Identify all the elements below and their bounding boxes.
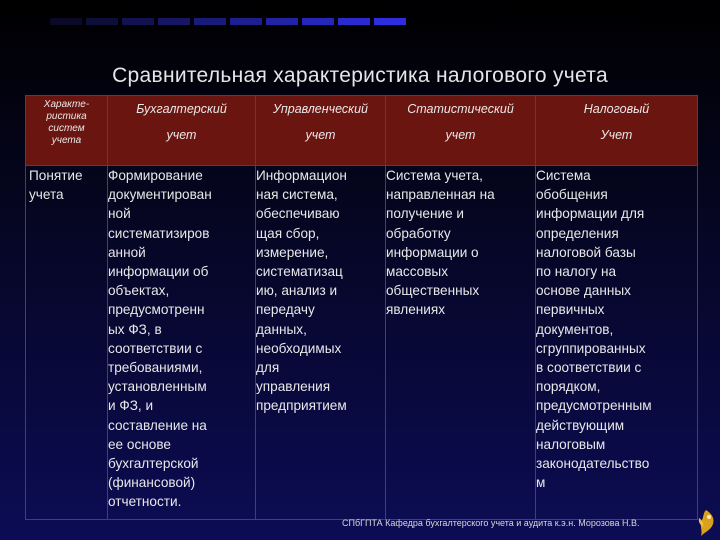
text-line: систематизац [256,264,343,280]
text-line: основе данных [536,283,631,299]
text-line: анной [108,244,146,260]
cell-accounting-concept [108,166,256,520]
text-line: Управленческий [273,102,368,116]
text-line: и ФЗ, и [108,398,154,414]
text-line: действующим [536,417,625,433]
text-line: обеспечиваю [256,206,340,222]
text-line: Бухгалтерский [136,102,227,116]
text-line: документов, [536,321,614,337]
header-tax [536,96,698,166]
bar-segment [338,18,370,25]
text-line: документирован [108,187,212,203]
text-line: информации для [536,206,645,222]
text-line: Понятие [29,168,83,183]
text-line: обобщения [536,187,608,203]
header-accounting [108,96,256,166]
text-line: систем [48,123,85,134]
text-line: Учет [600,128,633,142]
text-line: Система учета, [386,168,483,183]
text-line: учета [51,135,82,146]
text-line: Налоговый [583,102,650,116]
text-line: требованиями, [108,360,203,376]
text-line: ых ФЗ, в [108,321,162,337]
table-row [26,166,698,520]
bar-segment [374,18,406,25]
text-line: явлениях [386,302,446,318]
text-line: налоговым [536,436,606,452]
header-management [256,96,386,166]
text-line: информации об [108,264,209,280]
cell-statistical-concept [386,166,536,520]
text-line: соответствии с [108,340,203,356]
text-line: порядком, [536,379,601,395]
cell-tax-concept [536,166,698,520]
decorative-gradient-bar [50,18,406,25]
text-line: измерение, [256,244,329,260]
text-line: предприятием [256,398,347,414]
text-line: установленным [108,379,207,395]
text-line: учет [445,128,476,142]
text-line: (финансовой) [108,475,196,491]
text-line: передачу [256,302,315,318]
text-line: Система [536,168,591,183]
text-line: управления [256,379,331,395]
text-line: систематизиров [108,225,210,241]
text-line: предусмотренным [536,398,652,414]
text-line: Характе- [43,99,90,110]
text-line: законодательство [536,456,650,472]
text-line: учета [29,187,64,203]
text-line: в соответствии с [536,360,642,376]
text-line: ее основе [108,436,171,452]
text-line: данных, [256,321,307,337]
text-line: первичных [536,302,605,318]
text-line: массовых [386,264,449,280]
cell-management-concept [256,166,386,520]
text-line: для [256,360,280,376]
corner-header-cell [26,96,108,166]
text-line: необходимых [256,340,342,356]
text-line: щая сбор, [256,225,320,241]
comparison-table [25,95,698,520]
text-line: получение и [386,206,465,222]
text-line: ристика [46,111,87,122]
text-line: направленная на [386,187,495,203]
text-line: м [536,475,546,491]
bar-segment [50,18,82,25]
text-line: общественных [386,283,480,299]
corner-header-text [26,99,107,147]
text-line: определения [536,225,619,241]
text-line: объектах, [108,283,170,299]
text-line: бухгалтерской [108,456,199,472]
text-line: отчетности. [108,494,182,510]
table-header-row [26,96,698,166]
text-line: сгруппированных [536,340,646,356]
text-line: по налогу на [536,264,617,280]
text-line: ная система, [256,187,338,203]
bar-segment [266,18,298,25]
bar-segment [302,18,334,25]
text-line: учет [305,128,336,142]
text-line: ной [108,206,131,222]
text-line: налоговой базы [536,244,636,260]
text-line: Формирование [108,168,203,183]
header-statistical [386,96,536,166]
text-line: составление на [108,417,207,433]
text-line: Статистический [407,102,514,116]
spbgpta-logo-icon [693,508,719,538]
row-label-concept [26,166,108,520]
text-line: учет [166,128,197,142]
footer-credits: СПбГПТА Кафедра бухгалтерского учета и аудита к.э.н. Морозова Н.В. [342,518,640,528]
bar-segment [230,18,262,25]
bar-segment [86,18,118,25]
bar-segment [158,18,190,25]
bar-segment [194,18,226,25]
slide-title: Сравнительная характеристика налогового учета [112,64,608,87]
text-line: обработку [386,225,451,241]
text-line: предусмотренн [108,302,205,318]
text-line: ию, анализ и [256,283,338,299]
text-line: информации о [386,244,479,260]
bar-segment [122,18,154,25]
text-line: Информацион [256,168,347,183]
